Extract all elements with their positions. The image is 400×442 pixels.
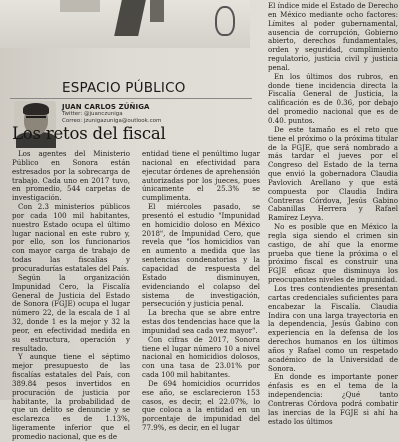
paragraph: Según la organización Impunidad Cero, la Fiscalía General de Justicia del Estado de Sonora (FGJE) ocupa el lugar número 22, de la escala de 1 al 32, donde 1 es la mejor y 32 la peor, en efectividad medida en su estructura, operación y resultado. [12,272,130,353]
paragraph: El índice mide el Estado de Derecho en México mediante ocho factores: Límites al poder gubernamental, ausencia de corrupción, Gobierno abierto, derechos fundamentales, orden y seguridad, cumplimiento regulatorio, justicia civil y justicia penal. [268,1,398,72]
author-name: JUAN CARLOS ZÚÑIGA [62,103,150,111]
photo-shape [150,0,164,22]
paragraph: Los tres contendientes presentan cartas credenciales suficientes para encabezar la Fiscalía. Claudia Indira con una larga trayectoria en la dependencia, Jesús Gabino con experiencia en la defensa de los derechos humanos en los últimos años y Rafael como un respetado académico de la Universidad de Sonora. [268,284,398,373]
paragraph: Los agentes del Ministerio Público en Sonora están estresados por la sobrecarga de trabajo. Cada uno en 2017 tuvo, en promedio, 544 carpetas de investigación. [12,149,130,203]
article-column-3 [268,2,398,427]
paragraph: En donde es importante poner énfasis es en el tema de la independencia: ¿Qué tanto Contreras Córdova podrá combatir las inercias de la FGJE si ahí ha estado los últimos [268,372,398,426]
paragraph: Con cifras de 2017, Sonora tiene el lugar número 10 a nivel nacional en homicidios dolosos, con una tasa de 23.01% por cada 100 mil habitantes. [142,334,260,380]
author-photo-glasses [26,116,46,120]
paragraph: entidad tiene el penúltimo lugar nacional en efectividad para ejecutar órdenes de aprehensión autorizadas por los jueces, pues únicamente el 25.3% se cumplimenta. [142,149,260,203]
photo-shape [215,6,235,36]
paragraph: De 694 homicidios ocurridos ese año, se esclarecieron 153 casos, es decir, el 22.07%, lo que coloca a la entidad en un porcentaje de impunidad del 77.9%, es decir, en el lugar [142,378,260,433]
paragraph: Con 2.3 ministerios públicos por cada 100 mil habitantes, nuestro Estado ocupa el último lugar nacional en este rubro y, por ello, son los funcionarios con mayor carga de trabajo de todas las fiscalías y procuradurías estatales del País. [12,202,130,273]
section-divider [10,98,252,99]
paragraph: Y aunque tiene el séptimo mejor presupuesto de las fiscalías estatales del País, con 389.84 pesos invertidos en procuración de justicia por habitante, la probabilidad de que un delito se denuncie y se esclarezca es de 1.13%, ligeramente inferior que el promedio nacional, que es de [12,352,130,441]
paragraph: De este tamaño es el reto que tiene el próximo o la próxima titular de la FGJE, que será nombrado a más tardar el jueves por el Congreso del Estado de la terna que envió la gobernadora Claudia Pavlovich Arellano y que está compuesta por Claudia Indira Contreras Córdova, Jesús Gabino Cabanillas Herrera y Rafael Ramírez Leyva. [268,124,398,223]
author-photo-hair [23,103,49,115]
photo-shape [114,0,146,36]
article-column-1 [12,150,130,442]
author-twitter: Twitter: @juanczuniga [62,111,123,117]
author-email: Correo: jzunigazuniga@outlook.com [62,118,162,124]
column3-intro [268,2,398,73]
paragraph: No es posible que en México la regla siga siendo el crimen sin castigo, de ahí que la enorme prueba que tiene la próxima o el próximo fiscal es construir una FGJE eficaz que disminuya los preocupantes niveles de impunidad. [268,222,398,285]
photo-shape [60,0,100,12]
article-column-2 [142,150,260,433]
paragraph: La brecha que se abre entre estas dos tendencias hace que la impunidad sea cada vez mayor". [142,308,260,335]
article-headline: Los retos del fiscal [12,124,166,143]
section-title: ESPACIO PÚBLICO [62,80,186,96]
photo-strip [0,0,250,48]
paragraph: El miércoles pasado, se presentó el estudio "Impunidad en homicidio doloso en México 2018", de Impunidad Cero, que revela que "los homicidios van en aumento a medida que las sentencias condenatorias y la capacidad de respuesta del Estado disminuyen, evidenciando el colapso del sistema de investigación, persecución y justicia penal. [142,202,260,309]
paragraph: En los últimos dos rubros, en donde tiene incidencia directa la Fiscalía General de Justicia, la calificación es de 0.36, por debajo del promedio nacional que es de 0.40. puntos. [268,71,398,125]
